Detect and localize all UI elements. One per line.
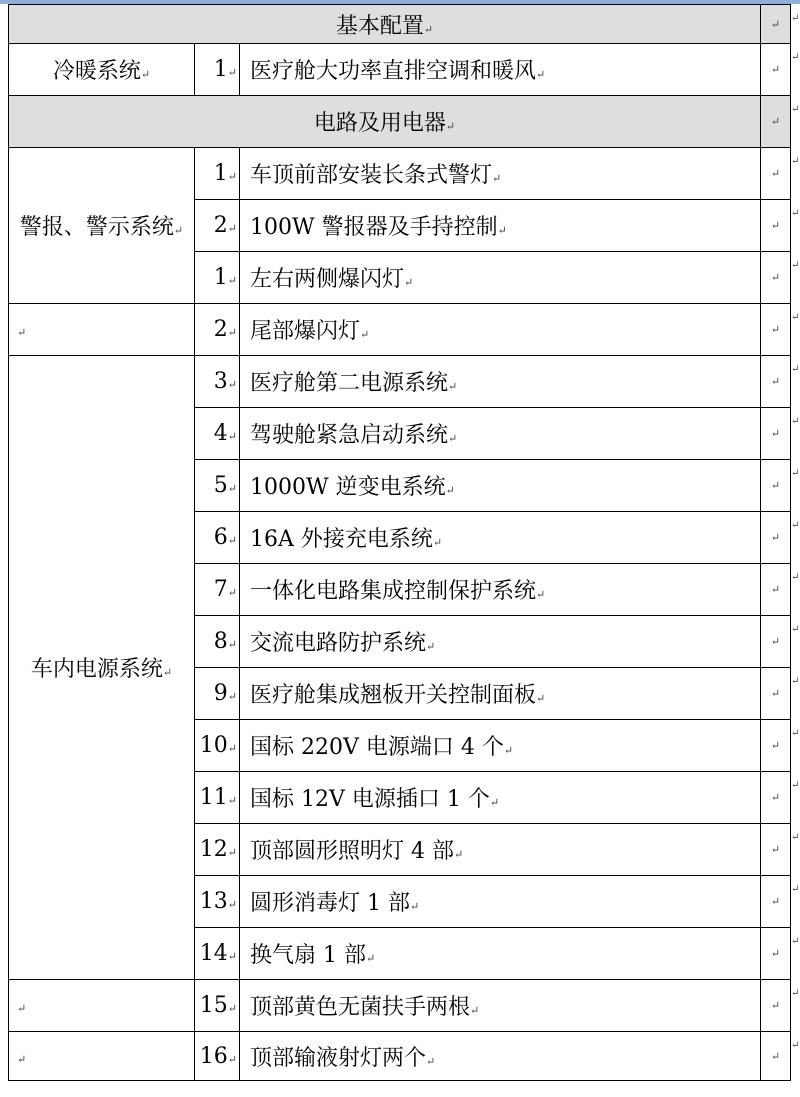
paragraph-mark: ↵	[227, 274, 237, 287]
row-end-mark: ↵	[791, 415, 800, 427]
section-title	[9, 96, 761, 148]
item-number: 9	[213, 681, 228, 706]
item-description-cell	[240, 616, 761, 668]
section-header-row	[9, 5, 791, 44]
paragraph-mark: ↵	[497, 224, 507, 237]
item-number: 15	[199, 993, 228, 1018]
paragraph-mark: ↵	[227, 222, 237, 235]
paragraph-mark: ↵	[492, 172, 502, 185]
paragraph-mark: ↵	[448, 380, 458, 393]
row-end-mark: ↵	[791, 831, 800, 843]
end-of-row-mark: ↵	[761, 5, 791, 44]
item-description: 顶部黄色无菌扶手两根	[250, 995, 471, 1020]
item-description: 交流电路防护系统	[250, 631, 427, 656]
paragraph-mark: ↵	[227, 794, 237, 807]
end-of-row-mark: ↵	[761, 96, 791, 148]
end-of-row-mark: ↵	[761, 772, 791, 824]
category-label: 警报、警示系统	[19, 215, 174, 240]
paragraph-mark: ↵	[227, 950, 237, 963]
paragraph-mark: ↵	[17, 326, 27, 339]
item-description: 圆形消毒灯 1 部	[250, 891, 410, 916]
row-end-mark: ↵	[791, 155, 800, 167]
row-end-mark: ↵	[791, 311, 800, 323]
end-of-row-mark: ↵	[761, 1032, 791, 1081]
item-number: 1	[213, 161, 228, 186]
section-title	[9, 5, 761, 44]
paragraph-mark: ↵	[470, 1004, 480, 1017]
paragraph-mark: ↵	[404, 276, 414, 289]
item-number: 10	[199, 733, 228, 758]
row-end-mark: ↵	[791, 571, 800, 583]
item-description-cell	[240, 928, 761, 980]
paragraph-mark: ↵	[432, 536, 443, 549]
item-description-cell	[240, 824, 761, 876]
end-of-row-mark: ↵	[761, 980, 791, 1032]
item-description: 医疗舱第二电源系统	[250, 371, 449, 396]
row-end-mark: ↵	[791, 519, 800, 531]
paragraph-mark: ↵	[227, 66, 237, 79]
paragraph-mark: ↵	[227, 586, 237, 599]
item-number-cell	[195, 980, 240, 1032]
paragraph-mark: ↵	[453, 848, 464, 861]
configuration-table	[8, 4, 791, 1081]
end-of-row-mark: ↵	[761, 304, 791, 356]
item-description-cell	[240, 44, 761, 96]
row-end-mark: ↵	[791, 675, 800, 687]
paragraph-mark: ↵	[227, 898, 237, 911]
item-description: 医疗舱大功率直排空调和暖风	[250, 59, 537, 84]
row-end-mark: ↵	[791, 935, 800, 947]
item-description-cell	[240, 252, 761, 304]
paragraph-mark: ↵	[426, 1054, 436, 1068]
end-of-row-mark: ↵	[761, 928, 791, 980]
item-description-cell	[240, 1032, 761, 1081]
item-description: 车顶前部安装长条式警灯	[250, 163, 493, 188]
item-number-cell	[195, 772, 240, 824]
paragraph-mark: ↵	[445, 484, 455, 497]
paragraph-mark: ↵	[162, 666, 173, 679]
end-of-row-mark: ↵	[761, 824, 791, 876]
item-description: 驾驶舱紧急启动系统	[250, 423, 449, 448]
item-description: 16A 外接充电系统	[250, 527, 433, 552]
paragraph-mark: ↵	[227, 638, 237, 651]
item-number: 2	[213, 317, 228, 342]
item-number: 1	[213, 57, 228, 82]
item-number-cell	[195, 668, 240, 720]
end-of-row-mark: ↵	[761, 148, 791, 200]
item-description-cell	[240, 200, 761, 252]
end-of-row-mark: ↵	[761, 564, 791, 616]
row-end-mark: ↵	[791, 207, 800, 219]
end-of-row-mark: ↵	[761, 616, 791, 668]
paragraph-mark: ↵	[365, 952, 376, 965]
paragraph-mark: ↵	[360, 328, 370, 341]
row-end-mark: ↵	[791, 779, 800, 791]
item-number: 14	[199, 941, 228, 966]
row-end-mark: ↵	[791, 467, 800, 479]
section-title-text: 基本配置	[335, 13, 424, 39]
table-row	[9, 1032, 791, 1081]
table-row	[9, 148, 791, 200]
category-label: 车内电源系统	[30, 657, 163, 682]
item-description: 顶部输液射灯两个	[250, 1045, 427, 1071]
end-of-row-mark: ↵	[761, 668, 791, 720]
item-description-cell	[240, 304, 761, 356]
row-end-mark: ↵	[791, 12, 800, 24]
category-cell	[9, 1032, 195, 1081]
category-cell	[9, 980, 195, 1032]
paragraph-mark: ↵	[445, 120, 456, 133]
end-of-row-mark: ↵	[761, 252, 791, 304]
item-description-cell	[240, 512, 761, 564]
item-number-cell	[195, 148, 240, 200]
table-row	[9, 356, 791, 408]
section-header-row	[9, 96, 791, 148]
item-description-cell	[240, 460, 761, 512]
paragraph-mark: ↵	[227, 1052, 237, 1066]
item-number-cell	[195, 252, 240, 304]
item-number-cell	[195, 408, 240, 460]
table-body	[9, 5, 791, 1081]
category-cell	[9, 44, 195, 96]
item-number-cell	[195, 616, 240, 668]
paragraph-mark: ↵	[227, 326, 237, 339]
item-description: 国标 220V 电源端口 4 个	[250, 735, 504, 760]
paragraph-mark: ↵	[426, 640, 436, 653]
section-title-text: 电路及用电器	[313, 111, 446, 136]
item-description-cell	[240, 564, 761, 616]
item-description: 左右两侧爆闪灯	[250, 267, 405, 292]
item-number: 11	[199, 785, 228, 810]
row-end-mark: ↵	[791, 1039, 800, 1051]
row-end-mark: ↵	[791, 51, 800, 63]
item-description: 一体化电路集成控制保护系统	[250, 579, 537, 604]
end-of-row-mark: ↵	[761, 720, 791, 772]
paragraph-mark: ↵	[140, 68, 151, 81]
category-cell	[9, 304, 195, 356]
table-row	[9, 304, 791, 356]
item-number-cell	[195, 876, 240, 928]
item-number: 8	[213, 629, 228, 654]
item-number: 7	[213, 577, 228, 602]
item-description-cell	[240, 876, 761, 928]
end-of-row-mark: ↵	[761, 512, 791, 564]
item-number-cell	[195, 564, 240, 616]
item-description-cell	[240, 356, 761, 408]
category-cell	[9, 356, 195, 980]
paragraph-mark: ↵	[227, 430, 237, 443]
row-end-mark: ↵	[791, 883, 800, 895]
paragraph-mark: ↵	[227, 1002, 237, 1015]
item-description: 100W 警报器及手持控制	[250, 215, 498, 240]
paragraph-mark: ↵	[448, 432, 458, 445]
paragraph-mark: ↵	[227, 742, 237, 755]
paragraph-mark: ↵	[227, 690, 237, 703]
item-description-cell	[240, 720, 761, 772]
item-number-cell	[195, 356, 240, 408]
item-number-cell	[195, 512, 240, 564]
paragraph-mark: ↵	[409, 900, 420, 913]
item-number: 2	[213, 213, 228, 238]
item-number: 6	[213, 525, 228, 550]
row-end-mark: ↵	[791, 727, 800, 739]
row-end-mark: ↵	[791, 259, 800, 271]
paragraph-mark: ↵	[173, 224, 184, 237]
item-number-cell	[195, 824, 240, 876]
document-page	[8, 4, 791, 1081]
paragraph-mark: ↵	[536, 588, 546, 601]
paragraph-mark: ↵	[536, 692, 546, 705]
item-number-cell	[195, 200, 240, 252]
item-description: 1000W 逆变电系统	[250, 475, 446, 500]
item-description-cell	[240, 772, 761, 824]
item-description-cell	[240, 668, 761, 720]
item-description-cell	[240, 980, 761, 1032]
item-number-cell	[195, 928, 240, 980]
item-number: 5	[213, 473, 228, 498]
paragraph-mark: ↵	[17, 1002, 27, 1015]
paragraph-mark: ↵	[423, 22, 434, 36]
item-number: 4	[213, 421, 228, 446]
end-of-row-mark: ↵	[761, 876, 791, 928]
end-of-row-mark: ↵	[761, 44, 791, 96]
item-number: 12	[199, 837, 228, 862]
paragraph-mark: ↵	[227, 534, 237, 547]
item-number: 3	[213, 369, 228, 394]
item-number-cell	[195, 460, 240, 512]
item-number: 16	[199, 1043, 228, 1069]
end-of-row-mark: ↵	[761, 408, 791, 460]
end-of-row-mark: ↵	[761, 200, 791, 252]
item-description-cell	[240, 408, 761, 460]
category-label: 冷暖系统	[52, 59, 141, 84]
item-number: 13	[199, 889, 228, 914]
item-description: 尾部爆闪灯	[250, 319, 361, 344]
table-row	[9, 44, 791, 96]
item-number-cell	[195, 1032, 240, 1081]
item-description-cell	[240, 148, 761, 200]
paragraph-mark: ↵	[227, 846, 237, 859]
table-row	[9, 980, 791, 1032]
right-margin-marks	[791, 0, 800, 1097]
item-description: 医疗舱集成翘板开关控制面板	[250, 683, 537, 708]
paragraph-mark: ↵	[536, 68, 546, 81]
end-of-row-mark: ↵	[761, 460, 791, 512]
row-end-mark: ↵	[791, 987, 800, 999]
paragraph-mark: ↵	[227, 170, 237, 183]
row-end-mark: ↵	[791, 363, 800, 375]
paragraph-mark: ↵	[227, 378, 237, 391]
item-description: 换气扇 1 部	[250, 943, 366, 968]
item-number-cell	[195, 304, 240, 356]
paragraph-mark: ↵	[17, 1052, 27, 1066]
paragraph-mark: ↵	[489, 796, 500, 809]
paragraph-mark: ↵	[503, 744, 514, 757]
category-cell	[9, 148, 195, 304]
item-description: 国标 12V 电源插口 1 个	[250, 787, 490, 812]
row-end-mark: ↵	[791, 103, 800, 115]
item-number-cell	[195, 720, 240, 772]
item-description: 顶部圆形照明灯 4 部	[250, 839, 454, 864]
end-of-row-mark: ↵	[761, 356, 791, 408]
item-number: 1	[213, 265, 228, 290]
item-number-cell	[195, 44, 240, 96]
row-end-mark: ↵	[791, 623, 800, 635]
paragraph-mark: ↵	[227, 482, 237, 495]
